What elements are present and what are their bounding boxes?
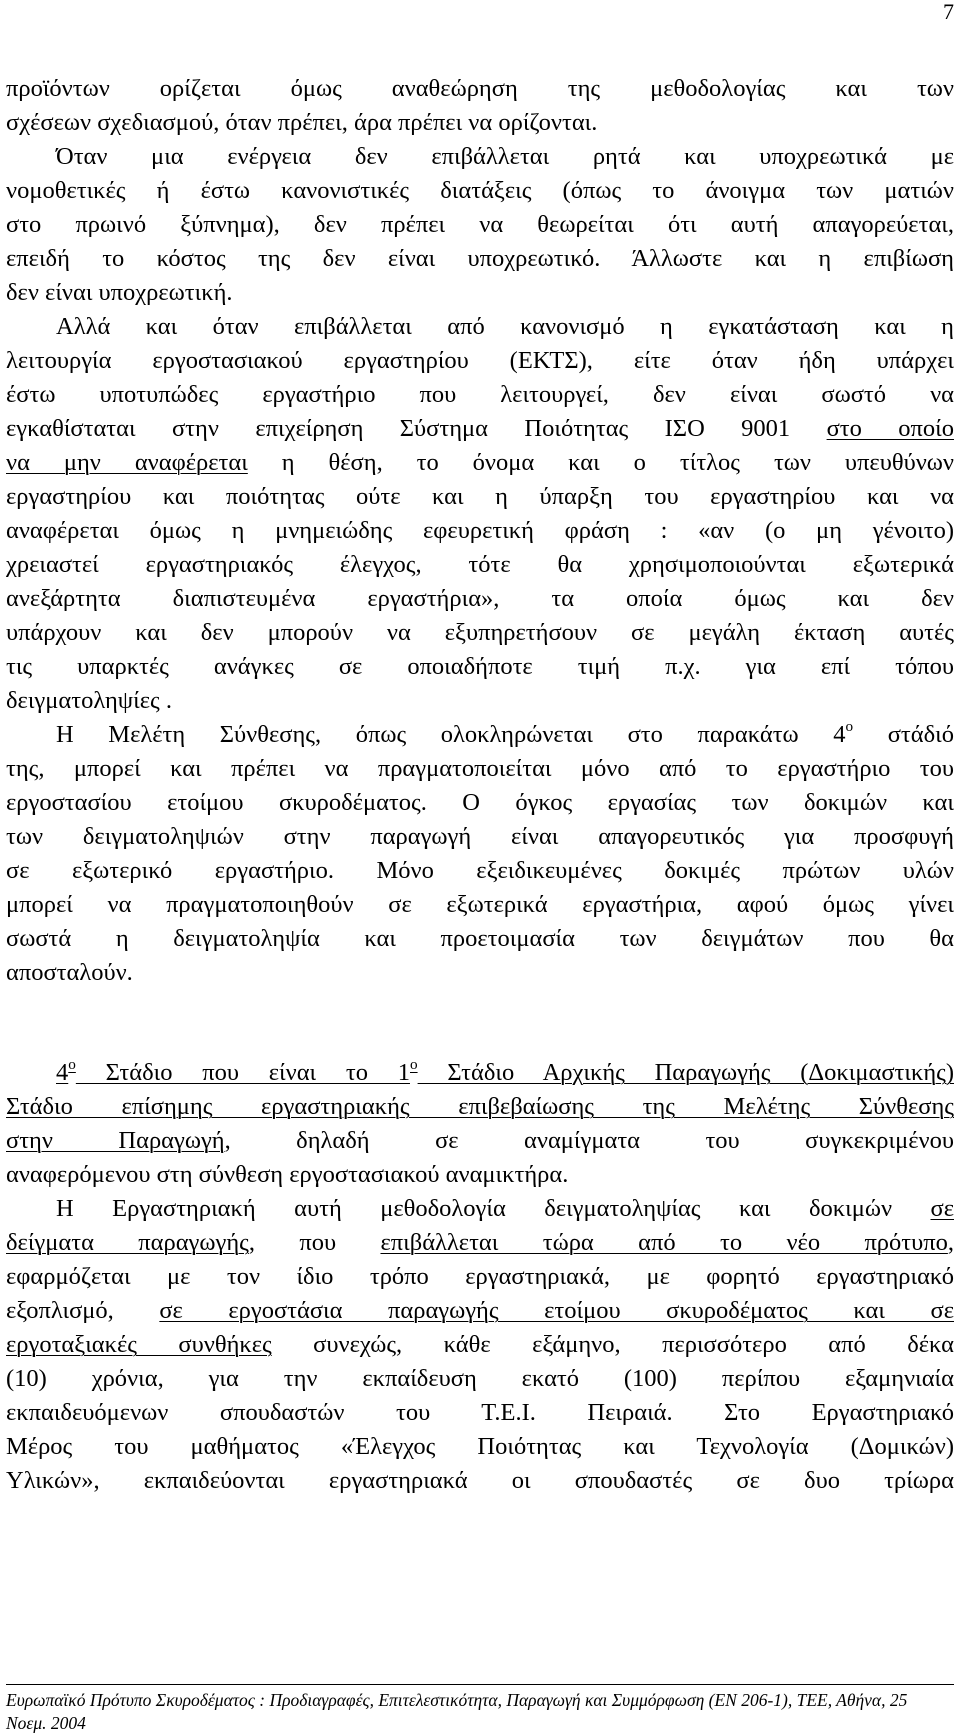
text-line: (10) χρόνια, για την εκπαίδευση εκατό (100) περίπου εξαμηνιαία (6, 1365, 954, 1392)
text-run: , που (248, 1229, 381, 1256)
ordinal-superscript: ο (845, 717, 854, 735)
text-line: λειτουργία εργοστασιακού εργαστηρίου (ΕΚΤΣ), είτε όταν ήδη υπάρχει (6, 347, 954, 374)
text-line: χρειαστεί εργαστηριακός έλεγχος, τότε θα χρησιμοποιούνται εξωτερικά (6, 551, 954, 578)
text-line: Μέρος του μαθήματος «Έλεγχος Ποιότητας και Τεχνολογία (Δομικών) (6, 1433, 954, 1460)
footer-divider (6, 1684, 954, 1685)
underlined-text: επιβάλλεται τώρα από το νέο πρότυπο (380, 1229, 948, 1256)
text-run: Η Εργαστηριακή αυτή μεθοδολογία δειγματοληψίας και δοκιμών (56, 1195, 931, 1222)
text-line: επειδή το κόστος της δεν είναι υποχρεωτικό. Άλλωστε και η επιβίωση (6, 245, 954, 272)
underlined-text: εργοταξιακές συνθήκες (6, 1331, 272, 1358)
footer-citation-continued: Νοεμ. 2004 (6, 1713, 86, 1733)
underlined-text: δείγματα παραγωγής (6, 1229, 249, 1256)
section-heading (56, 1056, 954, 1093)
text-line (6, 1124, 954, 1158)
page-number: 7 (943, 0, 954, 24)
underlined-text: στην Παραγωγή (6, 1127, 225, 1154)
text-line: εργαστηρίου και ποιότητας ούτε και η ύπαρξη του εργαστηρίου και να (6, 483, 954, 510)
underlined-text: σε (930, 1195, 954, 1222)
text-line: δεν είναι υποχρεωτική. (6, 279, 233, 306)
text-line: αναφέρεται όμως η μνημειώδης εφευρετική φράση : «αν (ο μη γένοιτο) (6, 517, 954, 544)
text-line: νομοθετικές ή έστω κανονιστικές διατάξεις (όπως το άνοιγμα των ματιών (6, 177, 954, 204)
ordinal-superscript: ο (409, 1055, 418, 1073)
section-heading-line: Στάδιο επίσημης εργαστηριακής επιβεβαίωσης της Μελέτης Σύνθεσης (6, 1093, 954, 1120)
text-line: Υλικών», εκπαιδεύονται εργαστηριακά οι σπουδαστές σε δυο τρίωρα (6, 1467, 954, 1494)
text-line (6, 1294, 954, 1328)
text-run: Η Μελέτη Σύνθεσης, όπως ολοκληρώνεται στο παρακάτω 4 (56, 721, 846, 748)
text-line: τις υπαρκτές ανάγκες σε οποιαδήποτε τιμή π.χ. για επί τόπου (6, 653, 954, 680)
text-line: της, μπορεί και πρέπει να πραγματοποιείται μόνο από το εργαστήριο του (6, 755, 954, 782)
text-run: συνεχώς, κάθε εξάμηνο, περισσότερο από δέκα (271, 1331, 954, 1358)
text-run: , δηλαδή σε αναμίγματα του συγκεκριμένου (224, 1127, 954, 1154)
underlined-text: σε εργοστάσια παραγωγής ετοίμου σκυροδέματος και σε (159, 1297, 954, 1324)
text-line: αναφερόμενου στη σύνθεση εργοστασιακού αναμικτήρα. (6, 1161, 569, 1188)
heading-text: Στάδιο Αρχικής Παραγωγής (Δοκιμαστικής) (417, 1059, 954, 1086)
text-line: εφαρμόζεται με τον ίδιο τρόπο εργαστηριακά, με φορητό εργαστηριακό (6, 1263, 954, 1290)
paragraph-first-line: Όταν μια ενέργεια δεν επιβάλλεται ρητά και υποχρεωτικά με (56, 143, 954, 170)
heading-number: 4 (56, 1059, 69, 1086)
text-line: αποσταλούν. (6, 959, 133, 986)
text-run: η θέση, το όνομα και ο τίτλος των υπευθύνων (247, 449, 955, 476)
underlined-text: να μην αναφέρεται (6, 449, 248, 476)
text-line: στο πρωινό ξύπνημα), δεν πρέπει να θεωρείται ότι αυτή απαγορεύεται, (6, 211, 954, 238)
text-line: των δειγματοληψιών στην παραγωγή είναι απαγορευτικός για προσφυγή (6, 823, 954, 850)
heading-text: Στάδιο που είναι το 1 (75, 1059, 410, 1086)
text-line: υπάρχουν και δεν μπορούν να εξυπηρετήσουν σε μεγάλη έκταση αυτές (6, 619, 954, 646)
text-line: έστω υποτυπώδες εργαστήριο που λειτουργεί, δεν είναι σωστό να (6, 381, 954, 408)
text-line: σε εξωτερικό εργαστήριο. Μόνο εξειδικευμένες δοκιμές πρώτων υλών (6, 857, 954, 884)
text-line: μπορεί να πραγματοποιηθούν σε εξωτερικά εργαστήρια, αφού όμως γίνει (6, 891, 954, 918)
text-line (6, 412, 954, 446)
text-line: εκπαιδευόμενων σπουδαστών του Τ.Ε.Ι. Πειραιά. Στο Εργαστηριακό (6, 1399, 954, 1426)
text-run: , (947, 1229, 955, 1256)
text-line: σχέσεων σχεδιασμού, όταν πρέπει, άρα πρέπει να ορίζονται. (6, 109, 598, 136)
paragraph-first-line (56, 1192, 954, 1226)
text-run: εγκαθίσταται στην επιχείρηση Σύστημα Ποιότητας ΙΣΟ 9001 (6, 415, 827, 442)
text-run: στάδιό (853, 721, 954, 748)
text-line: ανεξάρτητα διαπιστευμένα εργαστήρια», τα οποία όμως και δεν (6, 585, 954, 612)
text-line (6, 446, 954, 480)
text-line: σωστά η δειγματοληψία και προετοιμασία των δειγμάτων που θα (6, 925, 954, 952)
text-line: δειγματοληψίες . (6, 687, 172, 714)
underlined-text: στο οποίο (826, 415, 954, 442)
text-line: προϊόντων ορίζεται όμως αναθεώρηση της μεθοδολογίας και των (6, 75, 954, 102)
paragraph-first-line (56, 718, 954, 755)
text-line (6, 1328, 954, 1362)
text-line: εργοστασίου ετοίμου σκυροδέματος. Ο όγκος εργασίας των δοκιμών και (6, 789, 954, 816)
ordinal-superscript: ο (68, 1055, 76, 1073)
footer-citation: Ευρωπαϊκό Πρότυπο Σκυροδέματος : Προδιαγραφές, Επιτελεστικότητα, Παραγωγή και Συμμόρφωση (EN 206-1), ΤΕΕ, Αθήνα, 25 (6, 1690, 908, 1710)
paragraph-first-line: Αλλά και όταν επιβάλλεται από κανονισμό η εγκατάσταση και η (56, 313, 954, 340)
text-run: εξοπλισμό, (6, 1297, 160, 1324)
text-line (6, 1226, 954, 1260)
